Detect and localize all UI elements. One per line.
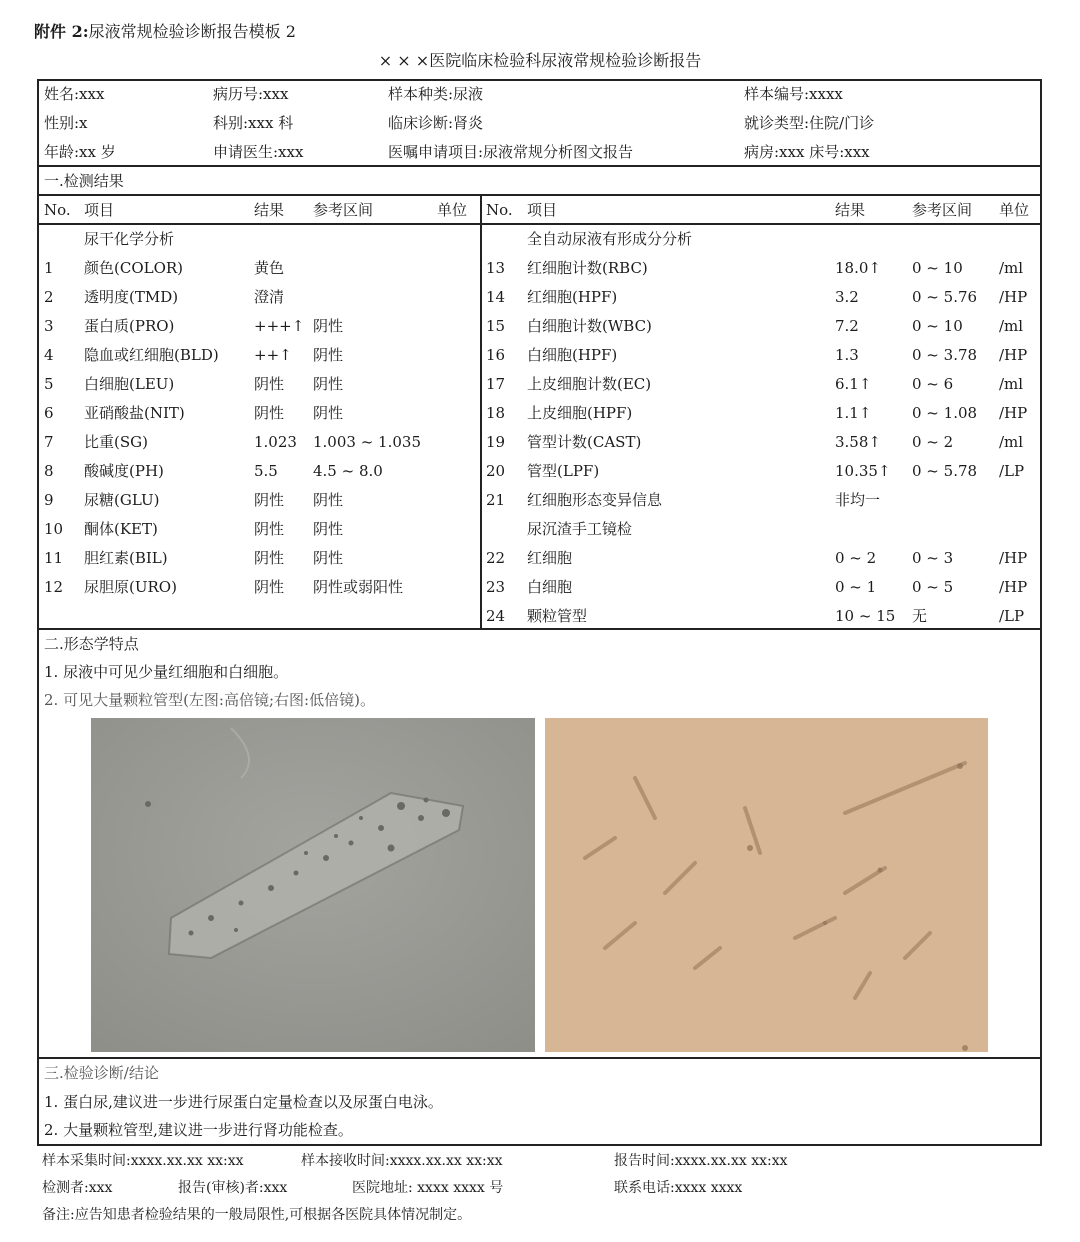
row-number: 16 xyxy=(486,346,506,364)
section-morphology-title: 二.形态学特点 xyxy=(44,635,139,653)
reference-range: 阴性或弱阳性 xyxy=(313,578,404,596)
test-item: 尿胆原(URO) xyxy=(84,578,177,596)
test-result: 澄清 xyxy=(254,288,285,306)
test-item: 红细胞(HPF) xyxy=(527,288,618,306)
reference-range: 0 ~ 2 xyxy=(912,433,954,451)
test-item: 隐血或红细胞(BLD) xyxy=(84,346,219,364)
reference-range: 0 ~ 5.76 xyxy=(912,288,978,306)
test-result: 10 ~ 15 xyxy=(835,607,896,625)
test-result: 3.58↑ xyxy=(835,433,881,451)
test-result: 阴性 xyxy=(254,375,285,393)
row-number: 13 xyxy=(486,259,506,277)
diagnosis-line-2: 2. 大量颗粒管型,建议进一步进行肾功能检查。 xyxy=(44,1121,353,1139)
test-item: 管型(LPF) xyxy=(527,462,600,480)
requesting-doctor: 申请医生:xxx xyxy=(213,143,304,161)
micrograph-high-power xyxy=(91,718,535,1052)
unit: /HP xyxy=(999,404,1028,422)
reference-range: 0 ~ 6 xyxy=(912,375,954,393)
patient-name: 姓名:xxx xyxy=(44,85,105,103)
test-result: 阴性 xyxy=(254,520,285,538)
test-result: 阴性 xyxy=(254,404,285,422)
test-item: 白细胞(LEU) xyxy=(84,375,175,393)
header-unit: 单位 xyxy=(999,201,1030,219)
row-number: 3 xyxy=(44,317,54,335)
unit: /ml xyxy=(999,433,1024,451)
test-item: 颗粒管型 xyxy=(527,607,588,625)
test-result: 10.35↑ xyxy=(835,462,891,480)
test-item: 蛋白质(PRO) xyxy=(84,317,175,335)
test-result: 18.0↑ xyxy=(835,259,881,277)
row-number: 17 xyxy=(486,375,506,393)
reference-range: 阴性 xyxy=(313,375,344,393)
test-item: 白细胞 xyxy=(527,578,573,596)
test-result: 阴性 xyxy=(254,491,285,509)
test-item: 胆红素(BIL) xyxy=(84,549,168,567)
header-result: 结果 xyxy=(254,201,285,219)
diagnosis-line-1: 1. 蛋白尿,建议进一步进行尿蛋白定量检查以及尿蛋白电泳。 xyxy=(44,1093,443,1111)
test-item: 管型计数(CAST) xyxy=(527,433,642,451)
reference-range: 0 ~ 1.08 xyxy=(912,404,978,422)
test-result: 6.1↑ xyxy=(835,375,872,393)
row-number: 8 xyxy=(44,462,54,480)
order-item: 医嘱申请项目:尿液常规分析图文报告 xyxy=(388,143,634,161)
unit: /HP xyxy=(999,346,1028,364)
sample-type: 样本种类:尿液 xyxy=(388,85,484,103)
column-divider xyxy=(480,194,482,628)
divider xyxy=(37,194,1042,196)
test-item: 颜色(COLOR) xyxy=(84,259,184,277)
unit: /ml xyxy=(999,375,1024,393)
row-number: 10 xyxy=(44,520,64,538)
reference-range: 0 ~ 10 xyxy=(912,259,963,277)
row-number: 19 xyxy=(486,433,506,451)
unit: /ml xyxy=(999,259,1024,277)
section-diagnosis-title: 三.检验诊断/结论 xyxy=(44,1064,159,1082)
row-number: 21 xyxy=(486,491,506,509)
row-number: 22 xyxy=(486,549,506,567)
group-heading: 全自动尿液有形成分分析 xyxy=(527,230,693,248)
reference-range: 阴性 xyxy=(313,491,344,509)
test-result: 非均一 xyxy=(835,491,881,509)
divider xyxy=(37,223,1042,225)
hospital-address: 医院地址: xxxx xxxx 号 xyxy=(352,1180,504,1196)
micrograph-low-power xyxy=(545,718,988,1052)
header-item: 项目 xyxy=(84,201,115,219)
row-number: 6 xyxy=(44,404,54,422)
header-item: 项目 xyxy=(527,201,558,219)
test-result: 1.3 xyxy=(835,346,859,364)
annex-label: 附件 2:尿液常规检验诊断报告模板 2 xyxy=(34,22,296,41)
test-result: 0 ~ 2 xyxy=(835,549,877,567)
divider xyxy=(37,1057,1042,1059)
test-item: 亚硝酸盐(NIT) xyxy=(84,404,185,422)
header-no: No. xyxy=(44,201,71,219)
record-number: 病历号:xxx xyxy=(213,85,289,103)
reference-range: 阴性 xyxy=(313,346,344,364)
test-item: 白细胞(HPF) xyxy=(527,346,618,364)
test-item: 尿糖(GLU) xyxy=(84,491,160,509)
reviewer: 报告(审核)者:xxx xyxy=(178,1180,288,1196)
header-ref: 参考区间 xyxy=(912,201,973,219)
group-heading: 尿干化学分析 xyxy=(84,230,175,248)
sample-number: 样本编号:xxxx xyxy=(744,85,843,103)
row-number: 2 xyxy=(44,288,54,306)
unit: /LP xyxy=(999,607,1025,625)
row-number: 12 xyxy=(44,578,64,596)
ward-bed: 病房:xxx 床号:xxx xyxy=(744,143,870,161)
test-result: 7.2 xyxy=(835,317,859,335)
reference-range: 1.003 ~ 1.035 xyxy=(313,433,421,451)
unit: /HP xyxy=(999,288,1028,306)
morphology-line-1: 1. 尿液中可见少量红细胞和白细胞。 xyxy=(44,663,289,681)
test-item: 上皮细胞(HPF) xyxy=(527,404,633,422)
divider xyxy=(37,628,1042,630)
test-item: 红细胞计数(RBC) xyxy=(527,259,648,277)
header-unit: 单位 xyxy=(437,201,468,219)
unit: /HP xyxy=(999,578,1028,596)
reference-range: 阴性 xyxy=(313,317,344,335)
report-time: 报告时间:xxxx.xx.xx xx:xx xyxy=(614,1153,788,1169)
visit-type: 就诊类型:住院/门诊 xyxy=(744,114,875,132)
test-result: 阴性 xyxy=(254,549,285,567)
test-item: 红细胞 xyxy=(527,549,573,567)
reference-range: 阴性 xyxy=(313,520,344,538)
test-result: 3.2 xyxy=(835,288,859,306)
reference-range: 0 ~ 3 xyxy=(912,549,954,567)
unit: /LP xyxy=(999,462,1025,480)
reference-range: 4.5 ~ 8.0 xyxy=(313,462,383,480)
row-number: 4 xyxy=(44,346,54,364)
test-result: 阴性 xyxy=(254,578,285,596)
test-result: +++↑ xyxy=(254,317,305,335)
row-number: 9 xyxy=(44,491,54,509)
row-number: 24 xyxy=(486,607,506,625)
test-item: 酸碱度(PH) xyxy=(84,462,164,480)
row-number: 1 xyxy=(44,259,54,277)
reference-range: 无 xyxy=(912,607,928,625)
reference-range: 0 ~ 5.78 xyxy=(912,462,978,480)
divider xyxy=(37,165,1042,167)
patient-age: 年龄:xx 岁 xyxy=(44,143,116,161)
row-number: 23 xyxy=(486,578,506,596)
receive-time: 样本接收时间:xxxx.xx.xx xx:xx xyxy=(301,1153,503,1169)
unit: /HP xyxy=(999,549,1028,567)
test-result: 黄色 xyxy=(254,259,285,277)
test-item: 比重(SG) xyxy=(84,433,148,451)
row-number: 14 xyxy=(486,288,506,306)
reference-range: 阴性 xyxy=(313,404,344,422)
row-number: 18 xyxy=(486,404,506,422)
test-item: 上皮细胞计数(EC) xyxy=(527,375,652,393)
test-item: 红细胞形态变异信息 xyxy=(527,491,663,509)
header-result: 结果 xyxy=(835,201,866,219)
group-heading: 尿沉渣手工镜检 xyxy=(527,520,633,538)
reference-range: 0 ~ 5 xyxy=(912,578,954,596)
section-results-title: 一.检测结果 xyxy=(44,172,124,190)
reference-range: 0 ~ 3.78 xyxy=(912,346,978,364)
row-number: 11 xyxy=(44,549,64,567)
unit: /ml xyxy=(999,317,1024,335)
row-number: 15 xyxy=(486,317,506,335)
test-item: 透明度(TMD) xyxy=(84,288,179,306)
test-result: 1.1↑ xyxy=(835,404,872,422)
collect-time: 样本采集时间:xxxx.xx.xx xx:xx xyxy=(42,1153,244,1169)
test-item: 酮体(KET) xyxy=(84,520,158,538)
tester: 检测者:xxx xyxy=(42,1180,113,1196)
test-result: 0 ~ 1 xyxy=(835,578,877,596)
row-number: 20 xyxy=(486,462,506,480)
row-number: 5 xyxy=(44,375,54,393)
department: 科别:xxx 科 xyxy=(213,114,294,132)
report-title: × × ×医院临床检验科尿液常规检验诊断报告 xyxy=(378,51,702,70)
remark: 备注:应告知患者检验结果的一般局限性,可根据各医院具体情况制定。 xyxy=(42,1207,472,1223)
clinical-diagnosis: 临床诊断:肾炎 xyxy=(388,114,484,132)
row-number: 7 xyxy=(44,433,54,451)
test-item: 白细胞计数(WBC) xyxy=(527,317,652,335)
morphology-line-2: 2. 可见大量颗粒管型(左图:高倍镜;右图:低倍镜)。 xyxy=(44,691,375,709)
reference-range: 0 ~ 10 xyxy=(912,317,963,335)
reference-range: 阴性 xyxy=(313,549,344,567)
test-result: 5.5 xyxy=(254,462,278,480)
header-no: No. xyxy=(486,201,513,219)
test-result: ++↑ xyxy=(254,346,292,364)
header-ref: 参考区间 xyxy=(313,201,374,219)
test-result: 1.023 xyxy=(254,433,297,451)
contact-phone: 联系电话:xxxx xxxx xyxy=(614,1180,743,1196)
patient-sex: 性别:x xyxy=(44,114,88,132)
